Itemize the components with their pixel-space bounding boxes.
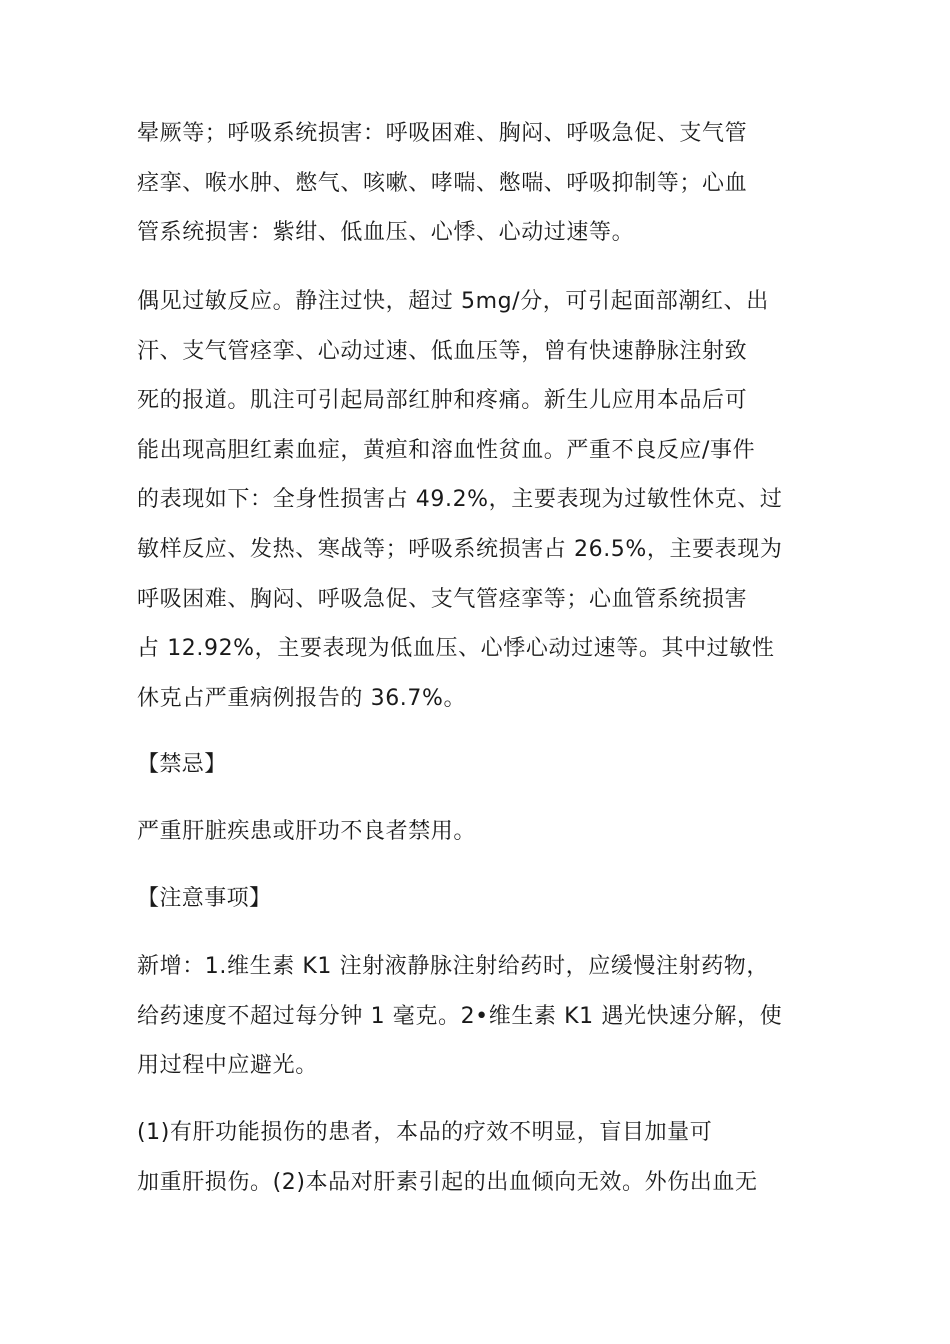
contraindications-paragraph [137, 807, 817, 857]
text-line: 严重肝脏疾患或肝功不良者禁用。 [137, 819, 477, 844]
text-line: 加重肝损伤。(2)本品对肝素引起的出血倾向无效。外伤出血无 [137, 1169, 758, 1195]
adverse-reactions-paragraph [137, 277, 817, 723]
text-line: 偶见过敏反应。静注过快，超过 5mg/分，可引起面部潮红、出 [137, 289, 769, 314]
text-line: 用过程中应避光。 [137, 1053, 318, 1079]
text-line: 管系统损害：紫绀、低血压、心悸、心动过速等。 [137, 220, 635, 246]
text-line: 的表现如下：全身性损害占 49.2%，主要表现为过敏性休克、过 [137, 487, 783, 513]
text-line: (1)有肝功能损伤的患者，本品的疗效不明显，盲目加量可 [137, 1120, 713, 1145]
text-line: 休克占严重病例报告的 36.7%。 [137, 685, 467, 711]
precautions-new-paragraph [137, 942, 817, 1091]
section-heading: 【注意事项】 [137, 886, 272, 911]
text-line: 呼吸困难、胸闷、呼吸急促、支气管痉挛等；心血管系统损害 [137, 586, 748, 612]
text-line: 汗、支气管痉挛、心动过速、低血压等，曾有快速静脉注射致 [137, 338, 748, 364]
text-line: 占 12.92%，主要表现为低血压、心悸心动过速等。其中过敏性 [137, 636, 775, 662]
text-line: 敏样反应、发热、寒战等；呼吸系统损害占 26.5%，主要表现为 [137, 536, 783, 562]
adverse-reactions-continued-paragraph [137, 109, 817, 258]
section-heading: 【禁忌】 [137, 752, 227, 777]
text-line: 给药速度不超过每分钟 1 毫克。2•维生素 K1 遇光快速分解，使 [137, 1003, 783, 1029]
text-line: 死的报道。肌注可引起局部红肿和疼痛。新生儿应用本品后可 [137, 388, 748, 414]
contraindications-heading [137, 740, 817, 790]
text-line: 能出现高胆红素血症，黄疸和溶血性贫血。严重不良反应/事件 [137, 437, 756, 463]
text-line: 痉挛、喉水肿、憋气、咳嗽、哮喘、憋喘、呼吸抑制等；心血 [137, 170, 748, 196]
text-line: 晕厥等；呼吸系统损害：呼吸困难、胸闷、呼吸急促、支气管 [137, 121, 748, 146]
text-line: 新增：1.维生素 K1 注射液静脉注射给药时，应缓慢注射药物， [137, 954, 770, 979]
precautions-list-paragraph [137, 1108, 817, 1207]
precautions-heading [137, 874, 817, 924]
